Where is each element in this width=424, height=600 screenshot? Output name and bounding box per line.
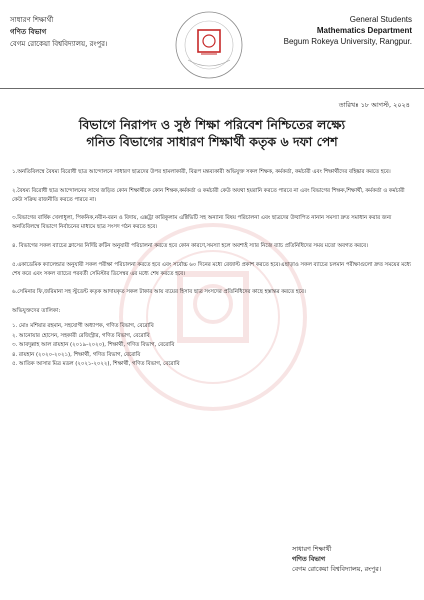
- accused-list-title: অভিযুক্তদের তালিকা:: [12, 308, 61, 315]
- letterhead-left-line2: গণিত বিভাগ: [10, 28, 47, 36]
- demand-4: ৪. বিভাগের সকল ব্যাচের ক্লাসের নির্দিষ্ট রুটিন অনুযায়ী পরিচালনা করতে হবে কোন কারণে,সমস্যা হলে অবশ্যই স্যার নিজে ব্যাচ প্রতিনিধিদের সময় মতো অবগত করবে।: [12, 242, 369, 249]
- list-item: ৪. রায়হান (২০২০-২০২১), শিক্ষার্থী, গণিত বিভাগ, বেরোবি: [12, 351, 141, 358]
- demand-5: ৫.একাডেমিক ক্যালেন্ডার অনুযায়ী সকল পরীক্ষা পরিচালনা করতে হবে এবং সর্বোচ্চ ৬০ দিনের মধ্যে রেজাল্ট প্রকাশ করতে হবে।এছাড়াও সকল ব্যাচের চলমান পরীক্ষাগুলো দ্রুত সময়ের মধ্যে শেষ করে এবং সকল ব্যাচের পরবর্তী সেমিস্টার ডিসেম্বর এর মধ্যে শেষ করতে হবে।: [12, 261, 411, 277]
- document-date: তারিখঃ ১৮ আগস্ট, ২০২৪: [338, 101, 410, 109]
- accused-list: [12, 322, 414, 370]
- demand-1: ১.অনতিবিলম্বে বৈষম্য বিরোধী ছাত্র আন্দোলনে সাধারণ ছাত্রদের উপর হামলাকারী, বিরূপ মন্তব্যকারী অভিযুক্ত সকল শিক্ষক, কর্মকর্তা, কর্মচারী এবং শিক্ষার্থীদের বহিষ্কার করতে হবে।: [12, 169, 391, 175]
- letterhead-right-line1: General Students: [349, 15, 412, 24]
- demand-2: ২.বৈষম্য বিরোধী ছাত্র আন্দোলনের সাথে জড়িত কোন শিক্ষার্থীকে কোন শিক্ষক,কর্মকর্তা ও কর্মচারী কেউ অযথা হয়রানি করতে পারবে না এবং বিভাগের শিক্ষক,শিক্ষার্থী, কর্মকর্তা ও কর্মচারী কেউ সক্রিয় রাজনীতি করতে পারবে না।: [12, 187, 405, 203]
- header-divider: [0, 88, 424, 89]
- letterhead-left-line1: সাধারণ শিক্ষার্থী: [10, 16, 54, 24]
- signature-line1: সাধারণ শিক্ষার্থী: [292, 545, 332, 553]
- letterhead-right-line3: Begum Rokeya University, Rangpur.: [283, 37, 412, 46]
- list-item: ৫. আতিক আসার মিত্র মডল (২০২১-২০২২), শিক্ষার্থী, গণিত বিভাগ, বেরোবি: [12, 361, 180, 368]
- list-item: ৩. আবদুল্লাহ আল রায়হান (২০১৯-২০২০), শিক্ষার্থী, গণিত বিভাগ, বেরোবি: [12, 342, 175, 349]
- signature-line2: গণিত বিভাগ: [292, 555, 326, 563]
- signature-block: [292, 544, 381, 574]
- letterhead-right-line2: Mathematics Department: [316, 26, 412, 35]
- title-line1: বিভাগে নিরাপদ ও সুষ্ঠ শিক্ষা পরিবেশ নিশ্চিতের লক্ষ্যে: [78, 117, 346, 132]
- demand-6: ৬.সেমিনার ফি,জরিমানা সহ স্টুডেন্ট কতৃক আদায়কৃত সকল টাকার আয় ব্যয়ের হিসাব ছাত্র সংসদের প্রতিনিধিদের কাছে হস্তান্তর করতে হবে।: [12, 289, 306, 296]
- university-logo: [174, 10, 244, 80]
- demand-3: ৩.বিভাগের বার্ষিক খেলাধুলা, পিকনিক,নবীন-বরন ও বিদায়, এক্সট্রা কারিকুলাম এক্টিভিটি সহ অন্যান্য বিষয় পরিচালনা এবং ছাত্রদের উত্থাপিত নানান সমস্যা দ্রুত সমাধান করার জন্য অনতিবিলম্বে বিভাগে নির্বাচনের মাধ্যমে ছাত্র সংসদ গঠন করতে হবে।: [12, 215, 392, 231]
- list-item: ১. মোঃ মশিয়ার রহমান, সহযোগী অধ্যাপক, গণিত বিভাগ, বেরোবি: [12, 322, 154, 329]
- letterhead-left-line3: বেগম রোকেয়া বিশ্ববিদ্যালয়, রংপুর।: [10, 40, 108, 48]
- list-item: ২. আনোয়ার হোসেন, সহকারী রেজিস্ট্রার, গণিত বিভাগ, বেরোবি: [12, 332, 150, 339]
- document-body: [12, 168, 414, 370]
- letterhead-right: [284, 14, 412, 47]
- title-line2: গনিত বিভাগের সাধারণ শিক্ষার্থী কতৃক ৬ দফা পেশ: [86, 134, 338, 149]
- document-title: [0, 116, 424, 150]
- letterhead-left: [10, 14, 108, 50]
- signature-line3: বেগম রোকেয়া বিশ্ববিদ্যালয়, রংপুর।: [292, 565, 382, 573]
- letterhead: [0, 0, 424, 84]
